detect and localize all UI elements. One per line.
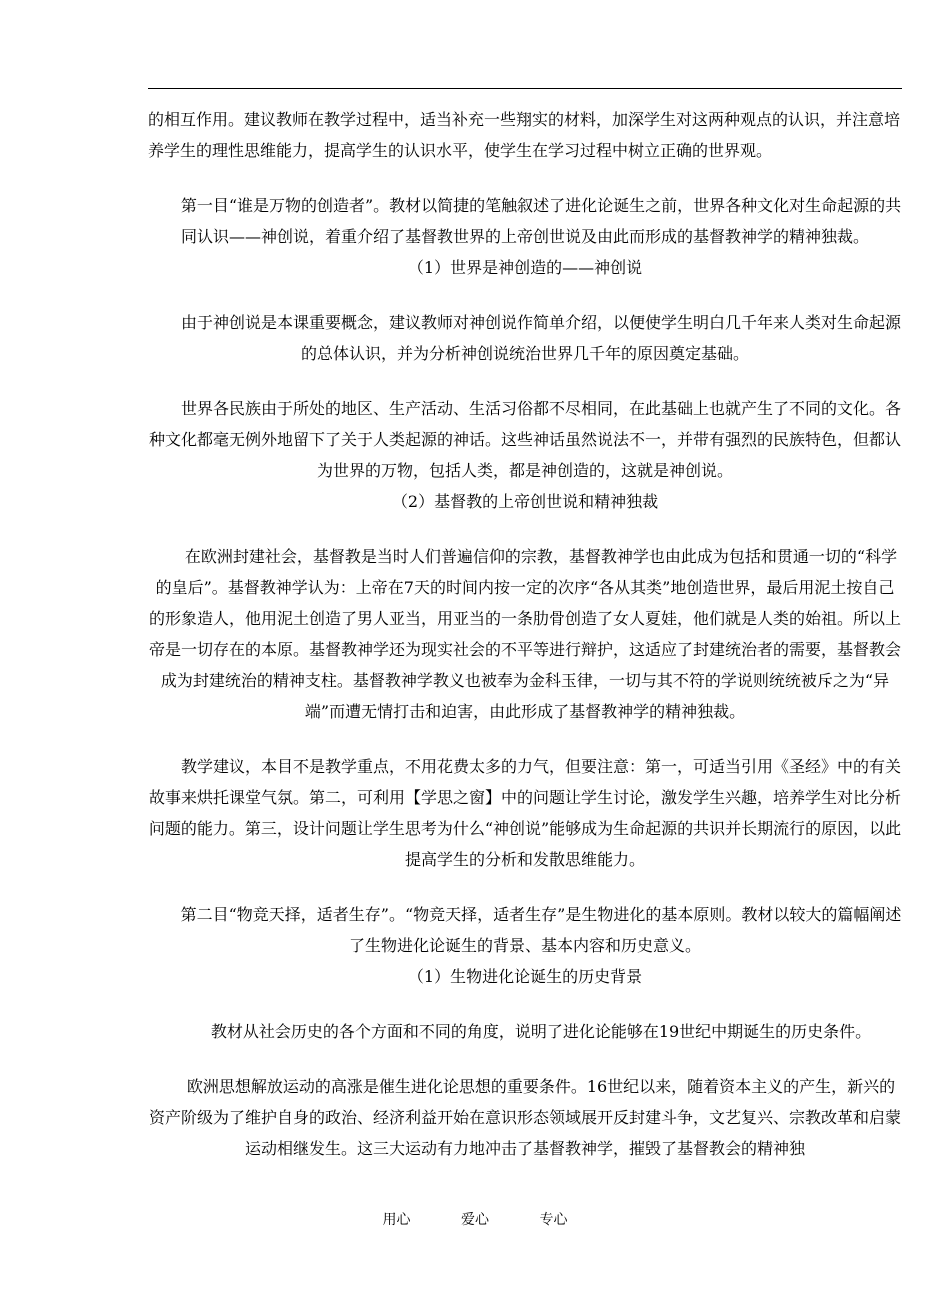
paragraph-liberation-movement: 欧洲思想解放运动的高涨是催生进化论思想的重要条件。16世纪以来，随着资本主义的产生，新兴的资产阶级为了维护自身的政治、经济利益开始在意识形态领域展开反封建斗争，文艺复兴、宗教改革和启蒙运动相继发生。这三大运动有力地冲击了基督教神学，摧毁了基督教会的精神独 xyxy=(148,1077,901,1158)
paragraph-continuation: 的相互作用。建议教师在教学过程中，适当补充一些翔实的材料，加深学生对这两种观点的认识，并注意培养学生的理性思维能力，提高学生的认识水平，使学生在学习过程中树立正确的世界观。 xyxy=(148,110,901,160)
page-footer xyxy=(0,1210,950,1230)
paragraph-section-two-intro: 第二目“物竞天择，适者生存”。“物竞天择，适者生存”是生物进化的基本原则。教材以较大的篇幅阐述了生物进化论诞生的背景、基本内容和历史意义。 xyxy=(180,905,902,955)
subheading-evolution-background: （1）生物进化论诞生的历史背景 xyxy=(407,967,643,986)
paragraph-creationism-suggestion: 由于神创说是本课重要概念，建议教师对神创说作简单介绍，以便使学生明白几千年来人类对生命起源的总体认识，并为分析神创说统治世界几千年的原因奠定基础。 xyxy=(180,313,901,363)
paragraph-teaching-suggestion: 教学建议，本目不是教学重点，不用花费太多的力气，但要注意：第一，可适当引用《圣经》中的有关故事来烘托课堂气氛。第二，可利用【学思之窗】中的问题让学生讨论，激发学生兴趣，培养学生对比分析问题的能力。第三，设计问题让学生思考为什么“神创说”能够成为生命起源的共识并长期流行的原因，以此提高学生的分析和发散思维能力。 xyxy=(148,757,902,869)
paragraph-christian-theology: 在欧洲封建社会，基督教是当时人们普遍信仰的宗教，基督教神学也由此成为包括和贯通一切的“科学的皇后”。基督教神学认为：上帝在7天的时间内按一定的次序“各从其类”地创造世界，最后用泥土按自己的形象造人，他用泥土创造了男人亚当，用亚当的一条肋骨创造了女人夏娃，他们就是人类的始祖。所以上帝是一切存在的本原。基督教神学还为现实社会的不平等进行辩护，这适应了封建统治者的需要，基督教会成为封建统治的精神支柱。基督教神学教义也被奉为金科玉律，一切与其不符的学说则统统被斥之为“异端”而遭无情打击和迫害，由此形成了基督教神学的精神独裁。 xyxy=(148,547,901,721)
footer-text-2: 爱心 xyxy=(461,1212,489,1228)
subheading-creationism: （1）世界是神创造的——神创说 xyxy=(407,258,643,277)
paragraph-section-one-intro: 第一目“谁是万物的创造者”。教材以简捷的笔触叙述了进化论诞生之前，世界各种文化对生命起源的共同认识——神创说，着重介绍了基督教世界的上帝创世说及由此而形成的基督教神学的精神独裁。 xyxy=(180,196,902,246)
paragraph-historical-conditions: 教材从社会历史的各个方面和不同的角度，说明了进化论能够在19世纪中期诞生的历史条件。 xyxy=(210,1022,872,1041)
footer-text-3: 专心 xyxy=(539,1212,568,1228)
header-rule xyxy=(148,88,902,89)
paragraph-creationism-myths: 世界各民族由于所处的地区、生产活动、生活习俗都不尽相同，在此基础上也就产生了不同的文化。各种文化都毫无例外地留下了关于人类起源的神话。这些神话虽然说法不一，并带有强烈的民族特色，但都认为世界的万物，包括人类，都是神创造的，这就是神创说。 xyxy=(148,399,901,480)
footer-text-1: 用心 xyxy=(382,1212,411,1228)
subheading-christian-creation: （2）基督教的上帝创世说和精神独裁 xyxy=(391,492,659,511)
document-body xyxy=(148,104,902,1164)
